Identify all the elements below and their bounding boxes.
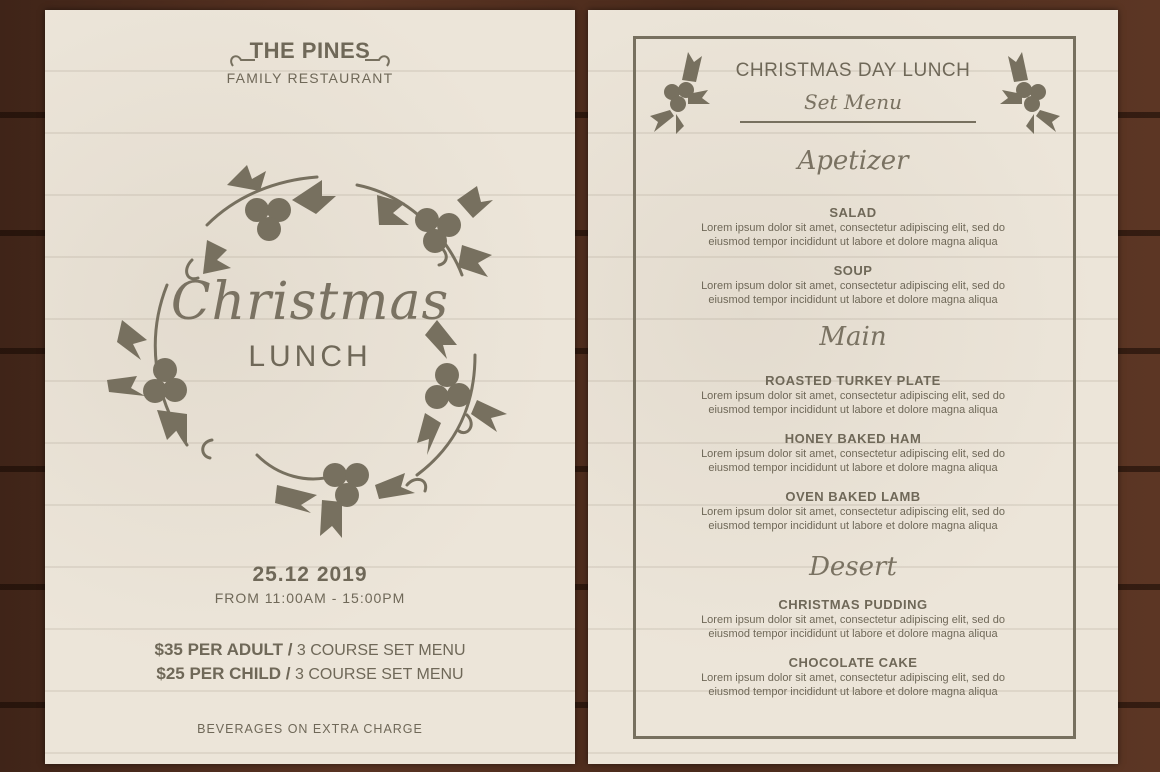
menu-item-name: SALAD [829,205,877,220]
menu-item-name: HONEY BAKED HAM [784,431,922,446]
desc-line: Lorem ipsum dolor sit amet, consectetur adipiscing elit, sed do [701,390,1005,402]
price-label: $35 PER ADULT / [154,640,293,659]
menu-item-desc [683,505,1023,533]
menu-item-name: CHRISTMAS PUDDING [778,597,928,612]
menu-divider [740,121,976,123]
menu-item-desc [683,389,1023,417]
price-label: $25 PER CHILD / [156,664,291,683]
menu-item-name: ROASTED TURKEY PLATE [765,373,941,388]
price-child [45,664,575,684]
menu-item-name: OVEN BAKED LAMB [785,489,921,504]
desc-line: Lorem ipsum dolor sit amet, consectetur adipiscing elit, sed do [701,672,1005,684]
restaurant-subtitle: FAMILY RESTAURANT [226,70,394,86]
event-time: FROM 11:00AM - 15:00PM [214,590,406,606]
menu-title: CHRISTMAS DAY LUNCH [735,60,971,81]
price-detail: 3 COURSE SET MENU [296,642,466,659]
desc-line: eiusmod tempor incididunt ut labore et dolore magna aliqua [708,462,998,474]
menu-item-desc [683,221,1023,249]
price-adult [45,640,575,660]
desc-line: eiusmod tempor incididunt ut labore et dolore magna aliqua [708,520,998,532]
flourish-icon [225,48,395,72]
desc-line: Lorem ipsum dolor sit amet, consectetur adipiscing elit, sed do [701,614,1005,626]
menu-item-desc [683,447,1023,475]
desc-line: eiusmod tempor incididunt ut labore et dolore magna aliqua [708,628,998,640]
beverages-note: BEVERAGES ON EXTRA CHARGE [197,722,423,736]
menu-item-name: SOUP [833,263,873,278]
menu-item-desc [683,279,1023,307]
desc-line: eiusmod tempor incididunt ut labore et dolore magna aliqua [708,404,998,416]
event-date: 25.12 2019 [252,563,368,586]
menu-item-desc [683,613,1023,641]
section-heading: Apetizer [797,146,909,176]
flyer-card [45,10,575,764]
holly-corner-icon [646,44,710,134]
desc-line: Lorem ipsum dolor sit amet, consectetur adipiscing elit, sed do [701,448,1005,460]
desc-line: Lorem ipsum dolor sit amet, consectetur adipiscing elit, sed do [701,222,1005,234]
desc-line: eiusmod tempor incididunt ut labore et dolore magna aliqua [708,236,998,248]
restaurant-name: THE PINES [249,38,371,63]
title-lunch: LUNCH [248,340,372,373]
section-heading: Main [819,322,887,352]
desc-line: Lorem ipsum dolor sit amet, consectetur adipiscing elit, sed do [701,506,1005,518]
section-heading: Desert [809,552,897,582]
price-detail: 3 COURSE SET MENU [294,666,464,683]
menu-item-name: CHOCOLATE CAKE [788,655,918,670]
desc-line: eiusmod tempor incididunt ut labore et dolore magna aliqua [708,294,998,306]
holly-corner-icon [1000,44,1064,134]
menu-item-desc [683,671,1023,699]
menu-card [588,10,1118,764]
title-script: Christmas [170,272,450,332]
desc-line: eiusmod tempor incididunt ut labore et dolore magna aliqua [708,686,998,698]
desc-line: Lorem ipsum dolor sit amet, consectetur adipiscing elit, sed do [701,280,1005,292]
menu-subtitle: Set Menu [803,90,902,114]
